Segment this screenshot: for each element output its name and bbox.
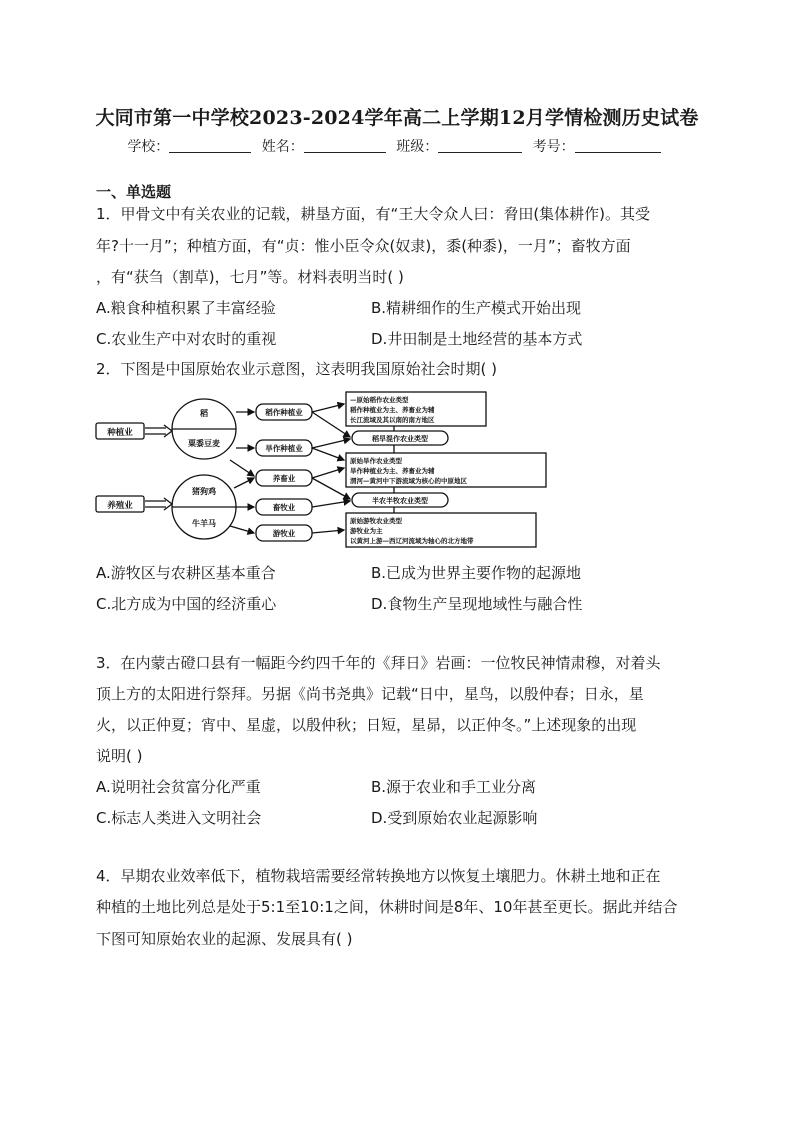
q3-option-c[interactable]: C.标志人类进入文明社会 (96, 809, 262, 827)
diagram-crop-2: 粟黍豆麦 (188, 438, 220, 448)
q3-stem-line-4: 说明( ) (96, 747, 143, 765)
diagram-box1-l1: —原始稻作农业类型 (350, 396, 409, 404)
q3-stem-line-1: 3．在内蒙古磴口县有一幅距今约四千年的《拜日》岩画：一位牧民神情肃穆，对着头 (96, 654, 661, 672)
class-blank (438, 138, 522, 153)
q1-stem-line-3: ，有“获刍（割草)，七月”等。材料表明当时( ) (96, 268, 404, 286)
q1-stem-line-2: 年?十一月”；种植方面，有“贞：惟小臣令众(奴隶)，黍(种黍)，一月”；畜牧方面 (96, 237, 631, 255)
name-label: 姓名： (261, 139, 304, 155)
diagram-box2-l2: 旱作种植业为主、养畜业为辅 (350, 467, 435, 475)
diagram-box1-l2: 稻作种植业为主、养畜业为辅 (350, 406, 435, 414)
q2-stem-line-1: 2．下图是中国原始农业示意图，这表明我国原始社会时期( ) (96, 360, 498, 378)
q2-option-a[interactable]: A.游牧区与农耕区基本重合 (96, 564, 276, 582)
diagram-oval2: 半农半牧农业类型 (372, 496, 428, 505)
diagram-box2-l3: 渭河—黄河中下游流域为核心的中原地区 (350, 477, 467, 485)
diagram-box3-l1: 原始游牧农业类型 (350, 517, 402, 525)
exam-number-label: 考号： (532, 139, 575, 155)
diagram-mid-3: 养畜业 (272, 474, 296, 483)
q3-option-a[interactable]: A.说明社会贫富分化严重 (96, 778, 261, 796)
diagram-box3-l2: 游牧业为主 (350, 527, 383, 535)
agriculture-diagram (94, 390, 550, 548)
school-blank (169, 138, 251, 153)
q3-stem-line-3: 火，以正仲夏；宵中、星虚，以殷仲秋；日短，星昴，以正仲冬。”上述现象的出现 (96, 716, 637, 734)
student-info-line (0, 136, 794, 156)
q1-option-a[interactable]: A.粮食种植积累了丰富经验 (96, 299, 276, 317)
diagram-animal-1: 猪狗鸡 (192, 486, 216, 496)
q2-option-c[interactable]: C.北方成为中国的经济重心 (96, 595, 277, 613)
q3-option-b[interactable]: B.源于农业和手工业分离 (371, 778, 537, 796)
diagram-left-2: 养殖业 (107, 501, 133, 511)
name-blank (304, 138, 386, 153)
q1-option-c[interactable]: C.农业生产中对农时的重视 (96, 330, 277, 348)
q4-stem-line-1: 4．早期农业效率低下，植物栽培需要经常转换地方以恢复土壤肥力。休耕土地和正在 (96, 867, 661, 885)
q3-stem-line-2: 顶上方的太阳进行祭拜。另据《尚书尧典》记载“日中，星鸟，以殷仲春；日永，星 (96, 685, 644, 703)
q2-option-d[interactable]: D.食物生产呈现地域性与融合性 (371, 595, 583, 613)
double-arrow-bottom (145, 498, 172, 510)
diagram-mid-2: 旱作种植业 (265, 444, 303, 453)
q4-stem-line-2: 种植的土地比列总是处于5:1至10:1之间，休耕时间是8年、10年甚至更长。据此并结合 (96, 898, 678, 916)
double-arrow-top (145, 425, 172, 437)
q2-option-b[interactable]: B.已成为世界主要作物的起源地 (371, 564, 582, 582)
class-label: 班级： (396, 139, 439, 155)
q3-option-d[interactable]: D.受到原始农业起源影响 (371, 809, 538, 827)
diagram-crop-1: 稻 (200, 408, 208, 418)
diagram-oval1: 稻旱混作农业类型 (372, 434, 428, 443)
exam-title: 大同市第一中学校2023-2024学年高二上学期12月学情检测历史试卷 (95, 107, 699, 129)
exam-number-blank (575, 138, 661, 153)
school-label: 学校： (127, 139, 170, 155)
diagram-mid-1: 稻作种植业 (265, 408, 303, 417)
diagram-animal-2: 牛羊马 (192, 518, 216, 528)
diagram-box2-l1: 原始旱作农业类型 (350, 457, 402, 465)
section-heading: 一、单选题 (96, 183, 172, 201)
q4-stem-line-3: 下图可知原始农业的起源、发展具有( ) (96, 930, 353, 948)
q1-stem-line-1: 1．甲骨文中有关农业的记载，耕垦方面，有“王大令众人曰：脅田(集体耕作)。其受 (96, 205, 651, 223)
diagram-mid-4: 畜牧业 (272, 503, 296, 512)
diagram-mid-5: 游牧业 (272, 529, 296, 538)
diagram-left-1: 种植业 (107, 428, 133, 438)
q1-option-d[interactable]: D.井田制是土地经营的基本方式 (371, 330, 583, 348)
diagram-box3-l3: 以黄河上游—西辽河流域为轴心的北方地带 (350, 537, 474, 545)
q1-option-b[interactable]: B.精耕细作的生产模式开始出现 (371, 299, 582, 317)
diagram-box1-l3: 长江流域及其以南的南方地区 (350, 416, 435, 424)
